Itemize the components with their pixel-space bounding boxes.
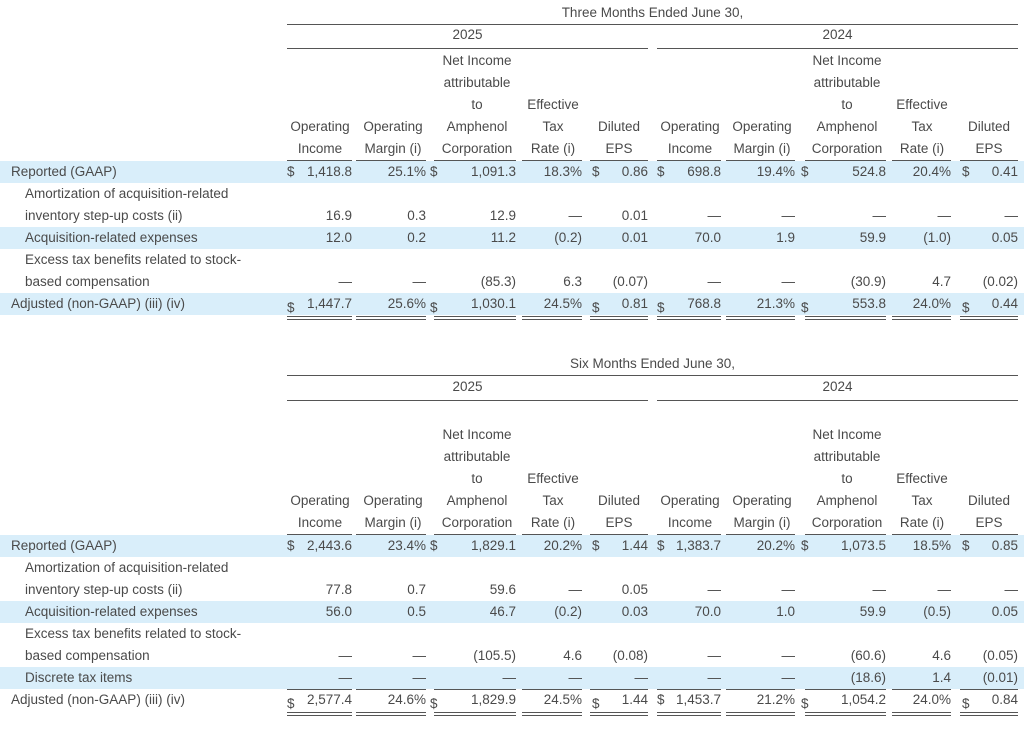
column-header-op-income: Income	[667, 141, 713, 156]
column-header-eps: Diluted	[967, 119, 1011, 134]
value-diluted-eps: (0.08)	[612, 648, 648, 663]
value-operating-income: $ 1,453.7	[657, 692, 721, 707]
currency-symbol: $	[962, 538, 970, 553]
value-net-income: 524.8	[852, 164, 886, 179]
value-effective-tax-rate: (1.0)	[923, 230, 951, 245]
value-effective-tax-rate: 20.2%	[543, 538, 582, 553]
value-operating-income: 70.0	[694, 230, 721, 245]
column-header-eff-tax: Tax	[542, 119, 564, 134]
column-header-eff-tax: Rate (i)	[530, 141, 576, 156]
value-operating-income: 77.8	[325, 582, 352, 597]
value-diluted-eps: 1.44	[621, 538, 648, 553]
row-label: Amortization of acquisition-related	[25, 186, 229, 201]
column-header-net-income: Corporation	[441, 515, 513, 530]
column-header-net-income: Net Income	[442, 427, 512, 442]
value-operating-income: 2,577.4	[306, 692, 352, 707]
value-diluted-eps: 0.05	[991, 604, 1018, 619]
value-diluted-eps: 0.44	[991, 296, 1018, 311]
total-double-rule	[892, 712, 951, 716]
value-operating-income: $ 2,443.6	[287, 538, 352, 553]
value-effective-tax-rate: 20.4%	[912, 164, 951, 179]
value-operating-margin: 21.3%	[756, 296, 795, 311]
value-operating-margin: 19.4%	[756, 164, 795, 179]
value-net-income: 1,073.5	[840, 538, 886, 553]
total-double-rule	[805, 712, 886, 716]
column-header-eps: EPS	[975, 141, 1003, 156]
value-operating-income: $ 1,383.7	[657, 538, 721, 553]
column-header-net-income: Net Income	[812, 53, 882, 68]
value-effective-tax-rate: 4.7	[932, 274, 951, 289]
column-header-eff-tax: Effective	[527, 97, 579, 112]
column-header-net-income: to	[471, 97, 483, 112]
total-double-rule	[356, 712, 426, 716]
value-diluted-eps: —	[1004, 582, 1018, 597]
value-effective-tax-rate: 24.5%	[543, 692, 582, 707]
column-header-op-margin: Margin (i)	[364, 141, 422, 156]
column-header-eff-tax: Tax	[911, 119, 933, 134]
value-net-income: 1,091.3	[470, 164, 516, 179]
value-operating-margin: 0.5	[407, 604, 426, 619]
value-diluted-eps: 0.05	[621, 582, 648, 597]
value-diluted-eps: (0.01)	[982, 670, 1018, 685]
row-label: Excess tax benefits related to stock-	[25, 626, 242, 641]
row-label: Reported (GAAP)	[11, 164, 117, 179]
currency-symbol: $	[592, 696, 600, 711]
column-header-net-income: Amphenol	[816, 493, 878, 508]
column-header-eff-tax: Effective	[896, 471, 948, 486]
value-operating-income: —	[707, 582, 721, 597]
value-net-income: 59.6	[489, 582, 516, 597]
value-operating-margin: 23.4%	[387, 538, 426, 553]
value-net-income: 1,829.1	[470, 538, 516, 553]
currency-symbol: $	[801, 164, 809, 179]
currency-symbol: $	[430, 696, 438, 711]
value-operating-margin: 20.2%	[756, 538, 795, 553]
column-header-net-income: attributable	[813, 75, 881, 90]
value-operating-income: 16.9	[325, 208, 352, 223]
value-net-income: (30.9)	[850, 274, 886, 289]
total-double-rule	[657, 316, 721, 320]
value-effective-tax-rate: 24.0%	[912, 692, 951, 707]
total-double-rule	[805, 316, 886, 320]
column-header-op-margin: Operating	[732, 119, 792, 134]
value-effective-tax-rate: (0.5)	[923, 604, 951, 619]
column-header-eff-tax: Rate (i)	[899, 141, 945, 156]
year-header-a: 2025	[452, 379, 483, 394]
total-double-rule	[726, 316, 795, 320]
value-effective-tax-rate: (0.2)	[554, 604, 582, 619]
column-header-eff-tax: Tax	[911, 493, 933, 508]
value-diluted-eps: 0.01	[621, 230, 648, 245]
column-header-net-income: Corporation	[811, 515, 883, 530]
row-label: based compensation	[25, 274, 150, 289]
value-operating-margin: 24.6%	[387, 692, 426, 707]
row-label: inventory step-up costs (ii)	[25, 208, 183, 223]
value-net-income: (105.5)	[473, 648, 516, 663]
value-net-income: —	[502, 670, 516, 685]
value-operating-margin: 25.1%	[387, 164, 426, 179]
value-operating-income: —	[338, 648, 352, 663]
column-header-net-income: Net Income	[812, 427, 882, 442]
column-header-op-income: Income	[667, 515, 713, 530]
value-operating-margin: —	[781, 670, 795, 685]
value-effective-tax-rate: 1.4	[932, 670, 951, 685]
total-double-rule	[590, 316, 648, 320]
value-operating-income: —	[707, 670, 721, 685]
value-effective-tax-rate: —	[568, 582, 582, 597]
column-header-net-income: attributable	[813, 449, 881, 464]
column-header-eps: Diluted	[597, 119, 641, 134]
value-operating-income: $ 1,418.8	[287, 164, 352, 179]
currency-symbol: $	[430, 164, 438, 179]
column-header-op-income: Income	[297, 141, 343, 156]
value-operating-margin: —	[412, 274, 426, 289]
value-operating-income: —	[707, 648, 721, 663]
value-net-income: 1,829.9	[470, 692, 516, 707]
year-header-b: 2024	[822, 379, 853, 394]
value-operating-margin: 0.3	[407, 208, 426, 223]
value-operating-income: —	[338, 670, 352, 685]
column-header-net-income: Amphenol	[816, 119, 878, 134]
total-double-rule	[657, 712, 721, 716]
value-net-income: (18.6)	[850, 670, 886, 685]
value-diluted-eps: —	[634, 670, 648, 685]
column-header-eff-tax: Rate (i)	[899, 515, 945, 530]
total-double-rule	[356, 316, 426, 320]
value-operating-margin: 0.7	[407, 582, 426, 597]
column-header-op-margin: Operating	[363, 119, 423, 134]
value-operating-income: —	[707, 208, 721, 223]
value-net-income: —	[872, 208, 886, 223]
row-label: Adjusted (non-GAAP) (iii) (iv)	[11, 296, 186, 311]
currency-symbol: $	[287, 696, 295, 711]
value-operating-margin: 21.2%	[756, 692, 795, 707]
currency-symbol: $	[592, 538, 600, 553]
column-header-op-income: Operating	[290, 493, 350, 508]
column-header-net-income: to	[841, 97, 853, 112]
value-net-income: 553.8	[852, 296, 886, 311]
column-header-eps: EPS	[975, 515, 1003, 530]
value-operating-income: 70.0	[694, 604, 721, 619]
value-net-income: (85.3)	[480, 274, 516, 289]
currency-symbol: $	[430, 538, 438, 553]
value-diluted-eps: —	[1004, 208, 1018, 223]
value-net-income: 1,030.1	[470, 296, 516, 311]
value-operating-income: 768.8	[687, 296, 721, 311]
table-title: Three Months Ended June 30,	[561, 5, 744, 20]
row-label: based compensation	[25, 648, 150, 663]
column-header-op-income: Operating	[660, 493, 720, 508]
value-net-income: 59.9	[859, 230, 886, 245]
total-double-rule	[434, 316, 516, 320]
value-operating-income: —	[338, 274, 352, 289]
currency-symbol: $	[430, 300, 438, 315]
value-effective-tax-rate: —	[937, 582, 951, 597]
currency-symbol: $	[592, 300, 600, 315]
value-effective-tax-rate: 6.3	[563, 274, 582, 289]
column-header-net-income: Corporation	[441, 141, 513, 156]
value-operating-margin: —	[412, 648, 426, 663]
column-header-op-margin: Margin (i)	[733, 515, 791, 530]
currency-symbol: $	[962, 164, 970, 179]
value-effective-tax-rate: 18.5%	[912, 538, 951, 553]
value-operating-income: —	[707, 274, 721, 289]
value-diluted-eps: (0.07)	[612, 274, 648, 289]
currency-symbol: $	[592, 164, 600, 179]
column-header-net-income: to	[841, 471, 853, 486]
total-double-rule	[287, 712, 352, 716]
currency-symbol: $	[657, 300, 665, 315]
column-header-op-margin: Operating	[363, 493, 423, 508]
column-header-op-income: Operating	[660, 119, 720, 134]
year-header-a: 2025	[452, 27, 483, 42]
column-header-op-margin: Operating	[732, 493, 792, 508]
row-label: Discrete tax items	[25, 670, 133, 685]
value-net-income: 59.9	[859, 604, 886, 619]
column-header-op-income: Operating	[290, 119, 350, 134]
value-diluted-eps: 0.01	[621, 208, 648, 223]
value-diluted-eps: 1.44	[621, 692, 648, 707]
value-operating-margin: 25.6%	[387, 296, 426, 311]
table-title: Six Months Ended June 30,	[569, 356, 736, 371]
value-operating-margin: —	[781, 274, 795, 289]
currency-symbol: $	[657, 164, 665, 179]
value-operating-margin: —	[781, 648, 795, 663]
row-label: Adjusted (non-GAAP) (iii) (iv)	[11, 692, 186, 707]
column-header-net-income: Amphenol	[446, 493, 508, 508]
value-operating-income: 12.0	[325, 230, 352, 245]
currency-symbol: $	[801, 538, 809, 553]
currency-symbol: $	[801, 300, 809, 315]
value-net-income: 46.7	[489, 604, 516, 619]
value-effective-tax-rate: —	[568, 208, 582, 223]
currency-symbol: $	[962, 300, 970, 315]
currency-symbol: $	[287, 300, 295, 315]
value-diluted-eps: 0.81	[621, 296, 648, 311]
row-label: Amortization of acquisition-related	[25, 560, 229, 575]
column-header-eff-tax: Effective	[896, 97, 948, 112]
value-diluted-eps: (0.02)	[982, 274, 1018, 289]
column-header-net-income: attributable	[443, 75, 511, 90]
currency-symbol: $	[801, 696, 809, 711]
total-double-rule	[960, 316, 1018, 320]
value-diluted-eps: 0.03	[621, 604, 648, 619]
year-header-b: 2024	[822, 27, 853, 42]
value-operating-margin: —	[412, 670, 426, 685]
value-effective-tax-rate: 4.6	[563, 648, 582, 663]
row-label: inventory step-up costs (ii)	[25, 582, 183, 597]
column-header-net-income: attributable	[443, 449, 511, 464]
value-effective-tax-rate: —	[568, 670, 582, 685]
row-label: Reported (GAAP)	[11, 538, 117, 553]
year-rule-b	[657, 400, 1018, 401]
value-operating-income: 698.8	[687, 164, 721, 179]
column-header-eff-tax: Effective	[527, 471, 579, 486]
column-header-eps: Diluted	[967, 493, 1011, 508]
total-double-rule	[287, 316, 352, 320]
value-net-income: 12.9	[489, 208, 516, 223]
total-double-rule	[892, 316, 951, 320]
column-header-eff-tax: Tax	[542, 493, 564, 508]
value-diluted-eps: (0.05)	[982, 648, 1018, 663]
total-double-rule	[726, 712, 795, 716]
value-effective-tax-rate: 24.0%	[912, 296, 951, 311]
row-label: Excess tax benefits related to stock-	[25, 252, 242, 267]
value-diluted-eps: 0.84	[991, 692, 1018, 707]
column-header-op-margin: Margin (i)	[733, 141, 791, 156]
row-label: Acquisition-related expenses	[25, 604, 198, 619]
year-rule-b	[657, 48, 1018, 49]
value-diluted-eps: 0.85	[991, 538, 1018, 553]
year-rule-a	[287, 48, 648, 49]
value-operating-income: 56.0	[325, 604, 352, 619]
column-header-eps: EPS	[605, 515, 633, 530]
total-double-rule	[522, 316, 582, 320]
total-double-rule	[590, 712, 648, 716]
value-operating-margin: —	[781, 582, 795, 597]
column-header-eps: EPS	[605, 141, 633, 156]
column-header-net-income: to	[471, 471, 483, 486]
value-operating-margin: —	[781, 208, 795, 223]
value-net-income: 11.2	[490, 230, 516, 245]
total-double-rule	[434, 712, 516, 716]
value-effective-tax-rate: (0.2)	[554, 230, 582, 245]
column-header-op-margin: Margin (i)	[364, 515, 422, 530]
column-header-net-income: Amphenol	[446, 119, 508, 134]
value-effective-tax-rate: 4.6	[932, 648, 951, 663]
value-effective-tax-rate: 24.5%	[543, 296, 582, 311]
value-operating-margin: 0.2	[407, 230, 426, 245]
value-operating-income: 1,447.7	[306, 296, 352, 311]
year-rule-a	[287, 400, 648, 401]
value-effective-tax-rate: 18.3%	[543, 164, 582, 179]
row-label: Acquisition-related expenses	[25, 230, 198, 245]
total-double-rule	[960, 712, 1018, 716]
currency-symbol: $	[962, 696, 970, 711]
column-header-op-income: Income	[297, 515, 343, 530]
value-net-income: 1,054.2	[840, 692, 886, 707]
column-header-eff-tax: Rate (i)	[530, 515, 576, 530]
value-operating-margin: 1.9	[776, 230, 795, 245]
value-operating-margin: 1.0	[776, 604, 795, 619]
value-diluted-eps: 0.86	[621, 164, 648, 179]
total-double-rule	[522, 712, 582, 716]
value-effective-tax-rate: —	[937, 208, 951, 223]
value-net-income: (60.6)	[850, 648, 886, 663]
column-header-eps: Diluted	[597, 493, 641, 508]
value-diluted-eps: 0.05	[991, 230, 1018, 245]
column-header-net-income: Corporation	[811, 141, 883, 156]
value-diluted-eps: 0.41	[991, 164, 1018, 179]
value-net-income: —	[872, 582, 886, 597]
column-header-net-income: Net Income	[442, 53, 512, 68]
